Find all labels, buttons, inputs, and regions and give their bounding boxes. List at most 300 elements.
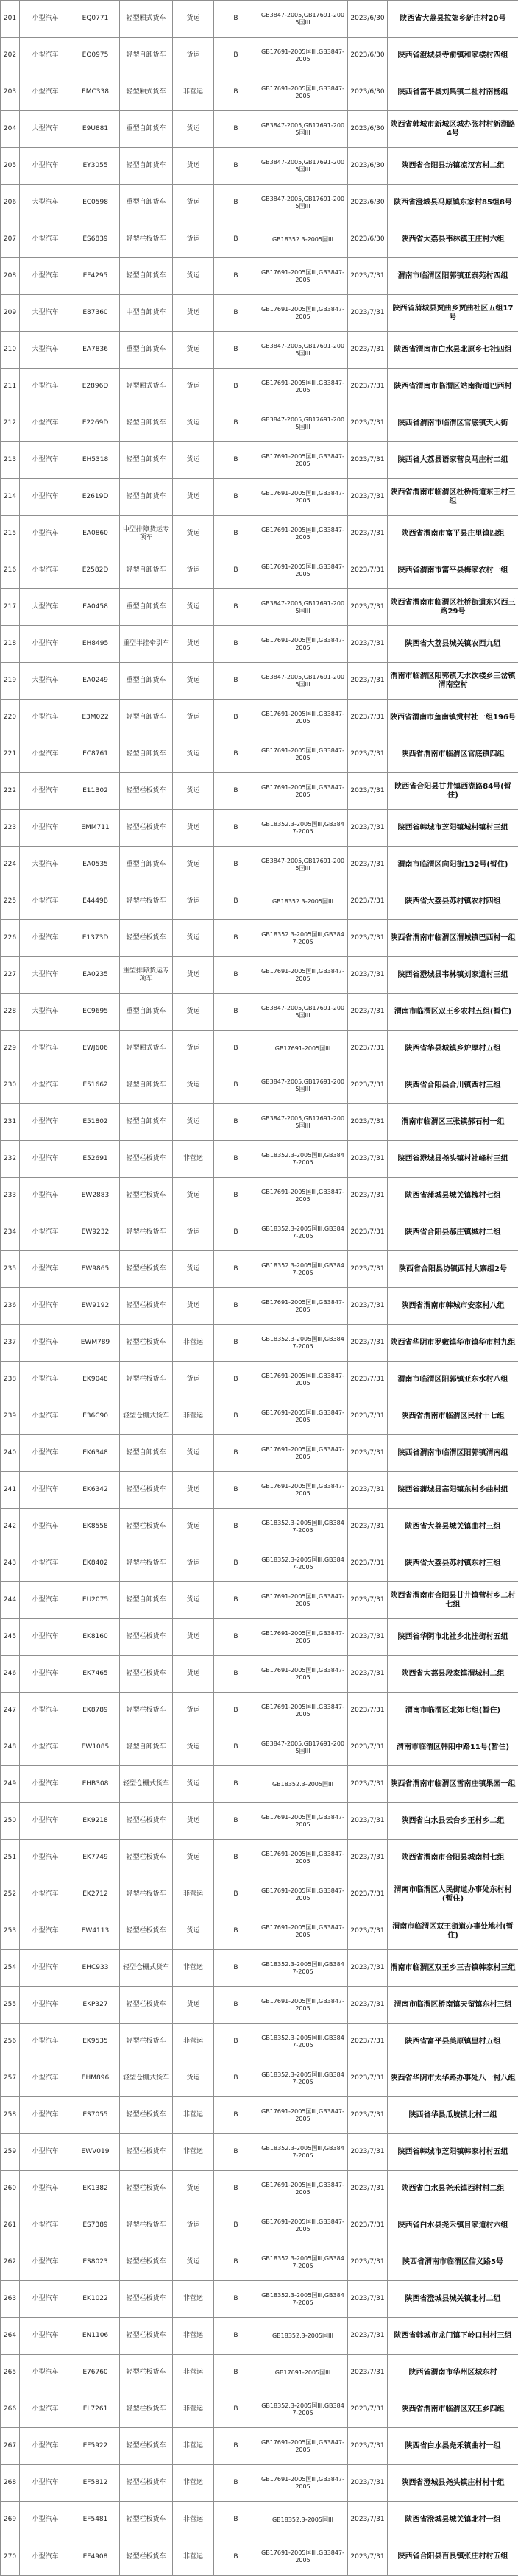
vehicle-category-cell: 小型汽车 [20,2355,71,2391]
table-row [1,2207,518,2244]
usage-cell: 货运 [173,2207,214,2244]
deadline-date-cell: 2023/7/31 [348,295,388,332]
license-class-cell: B [214,1545,258,1582]
vehicle-type-cell: 轻型自卸货车 [120,148,173,185]
emission-standard-cell: GB17691-2005国III [258,1031,348,1067]
table-row [1,1509,518,1545]
usage-cell: 货运 [173,1031,214,1067]
usage-cell: 货运 [173,1509,214,1545]
deadline-date-cell: 2023/7/31 [348,552,388,589]
plate-number-cell: E51802 [71,1104,120,1141]
emission-standard-cell: GB17691-2005国III,GB3847-2005 [258,957,348,994]
vehicle-category-cell: 小型汽车 [20,1141,71,1178]
emission-standard-cell: GB17691-2005国III,GB3847-2005 [258,1178,348,1214]
license-class-cell: B [214,221,258,258]
emission-standard-cell: GB17691-2005国III,GB3847-2005 [258,2097,348,2134]
row-number-cell: 253 [1,1913,20,1950]
plate-number-cell: E2269D [71,405,120,442]
usage-cell: 货运 [173,994,214,1031]
table-row [1,1545,518,1582]
vehicle-category-cell: 小型汽车 [20,2097,71,2134]
deadline-date-cell: 2023/6/30 [348,74,388,111]
row-number-cell: 226 [1,920,20,957]
vehicle-type-cell: 轻型自卸货车 [120,1435,173,1472]
table-row [1,2244,518,2281]
row-number-cell: 207 [1,221,20,258]
vehicle-category-cell: 小型汽车 [20,2538,71,2576]
vehicle-category-cell: 小型汽车 [20,1509,71,1545]
license-class-cell: B [214,1214,258,1251]
usage-cell: 非营运 [173,1325,214,1362]
emission-standard-cell: GB3847-2005,GB17691-2005国III [258,148,348,185]
deadline-date-cell: 2023/6/30 [348,111,388,148]
table-row [1,295,518,332]
emission-standard-cell: GB18352.3-2005国III [258,221,348,258]
row-number-cell: 205 [1,148,20,185]
deadline-date-cell: 2023/7/31 [348,1656,388,1693]
vehicle-category-cell: 小型汽车 [20,2465,71,2502]
license-class-cell: B [214,1876,258,1913]
row-number-cell: 240 [1,1435,20,1472]
license-class-cell: B [214,1288,258,1325]
row-number-cell: 227 [1,957,20,994]
vehicle-category-cell: 小型汽车 [20,405,71,442]
row-number-cell: 244 [1,1582,20,1619]
deadline-date-cell: 2023/7/31 [348,2428,388,2465]
usage-cell: 货运 [173,1545,214,1582]
deadline-date-cell: 2023/7/31 [348,2281,388,2318]
emission-standard-cell: GB17691-2005国III,GB3847-2005 [258,552,348,589]
emission-standard-cell: GB17691-2005国III,GB3847-2005 [258,626,348,663]
vehicle-category-cell: 小型汽车 [20,2134,71,2171]
usage-cell: 货运 [173,700,214,736]
emission-standard-cell: GB3847-2005,GB17691-2005国III [258,589,348,626]
plate-number-cell: E9U881 [71,111,120,148]
deadline-date-cell: 2023/7/31 [348,1509,388,1545]
row-number-cell: 249 [1,1766,20,1803]
table-row [1,589,518,626]
license-class-cell: B [214,810,258,847]
usage-cell: 货运 [173,920,214,957]
row-number-cell: 222 [1,773,20,810]
usage-cell: 货运 [173,1288,214,1325]
usage-cell: 非营运 [173,2428,214,2465]
usage-cell: 货运 [173,663,214,700]
deadline-date-cell: 2023/7/31 [348,2391,388,2428]
owner-address-cell: 陕西省大荔县苏村镇东村三组 [388,1545,518,1582]
vehicle-category-cell: 小型汽车 [20,1,71,38]
license-class-cell: B [214,2465,258,2502]
owner-address-cell: 陕西省蒲城县贾曲乡贾曲社区五组17号 [388,295,518,332]
vehicle-category-cell: 小型汽车 [20,2207,71,2244]
deadline-date-cell: 2023/7/31 [348,847,388,883]
license-class-cell: B [214,1,258,38]
emission-standard-cell: GB18352.3-2005国III,GB3847-2005 [258,2281,348,2318]
owner-address-cell: 陕西省渭南市临渭区渭城镇巴西村一组 [388,920,518,957]
table-row [1,2428,518,2465]
row-number-cell: 202 [1,38,20,74]
vehicle-category-cell: 小型汽车 [20,2281,71,2318]
vehicle-category-cell: 小型汽车 [20,552,71,589]
plate-number-cell: EHB308 [71,1766,120,1803]
deadline-date-cell: 2023/7/31 [348,994,388,1031]
plate-number-cell: EK2712 [71,1876,120,1913]
vehicle-type-cell: 轻型栏板货车 [120,2134,173,2171]
license-class-cell: B [214,1913,258,1950]
deadline-date-cell: 2023/7/31 [348,2502,388,2538]
table-row [1,2171,518,2207]
vehicle-category-cell: 大型汽车 [20,957,71,994]
table-row [1,1840,518,1876]
vehicle-type-cell: 轻型栏板货车 [120,2391,173,2428]
vehicle-type-cell: 轻型栏板货车 [120,1803,173,1840]
vehicle-category-cell: 小型汽车 [20,74,71,111]
license-class-cell: B [214,736,258,773]
owner-address-cell: 渭南市临渭区韩阳中路11号(暂住) [388,1729,518,1766]
plate-number-cell: EK6348 [71,1435,120,1472]
plate-number-cell: EF5922 [71,2428,120,2465]
vehicle-type-cell: 轻型栏板货车 [120,2024,173,2060]
plate-number-cell: EK7749 [71,1840,120,1876]
table-row [1,1656,518,1693]
plate-number-cell: E2896D [71,369,120,405]
emission-standard-cell: GB18352.3-2005国III,GB3847-2005 [258,1545,348,1582]
deadline-date-cell: 2023/7/31 [348,2207,388,2244]
emission-standard-cell: GB17691-2005国III,GB3847-2005 [258,1840,348,1876]
plate-number-cell: E2582D [71,552,120,589]
vehicle-type-cell: 轻型自卸货车 [120,258,173,295]
vehicle-category-cell: 小型汽车 [20,920,71,957]
deadline-date-cell: 2023/7/31 [348,2024,388,2060]
deadline-date-cell: 2023/7/31 [348,1876,388,1913]
table-row [1,1104,518,1141]
owner-address-cell: 渭南市临渭区人民街道办事处东村村(暂住) [388,1876,518,1913]
owner-address-cell: 陕西省蒲城县高阳镇东村乡曲村组 [388,1472,518,1509]
deadline-date-cell: 2023/7/31 [348,2465,388,2502]
plate-number-cell: EWJ606 [71,1031,120,1067]
vehicle-category-cell: 小型汽车 [20,1693,71,1729]
vehicle-type-cell: 轻型栏板货车 [120,1288,173,1325]
row-number-cell: 252 [1,1876,20,1913]
vehicle-category-cell: 小型汽车 [20,1619,71,1656]
vehicle-category-cell: 小型汽车 [20,2318,71,2355]
emission-standard-cell: GB3847-2005,GB17691-2005国III [258,111,348,148]
emission-standard-cell: GB17691-2005国III,GB3847-2005 [258,1288,348,1325]
usage-cell: 货运 [173,2244,214,2281]
emission-standard-cell: GB18352.3-2005国III [258,1766,348,1803]
emission-standard-cell: GB17691-2005国III,GB3847-2005 [258,736,348,773]
usage-cell: 货运 [173,1178,214,1214]
usage-cell: 非营运 [173,1398,214,1435]
row-number-cell: 229 [1,1031,20,1067]
vehicle-type-cell: 轻型栏板货车 [120,1141,173,1178]
emission-standard-cell: GB17691-2005国III,GB3847-2005 [258,2428,348,2465]
vehicle-type-cell: 重型自卸货车 [120,111,173,148]
deadline-date-cell: 2023/6/30 [348,221,388,258]
vehicle-category-cell: 小型汽车 [20,1545,71,1582]
owner-address-cell: 陕西省渭南市临渭区官底镇四组 [388,736,518,773]
owner-address-cell: 陕西省澄城县冯原镇东家村85组8号 [388,185,518,221]
usage-cell: 货运 [173,1840,214,1876]
owner-address-cell: 陕西省华阴市太华路办事处八一村八组 [388,2060,518,2097]
license-class-cell: B [214,626,258,663]
plate-number-cell: E87360 [71,295,120,332]
owner-address-cell: 陕西省渭南市临渭区杜桥街道东兴西三路29号 [388,589,518,626]
table-row [1,2538,518,2576]
license-class-cell: B [214,2244,258,2281]
vehicle-type-cell: 轻型栏板货车 [120,2207,173,2244]
vehicle-type-cell: 轻型栏板货车 [120,1178,173,1214]
license-class-cell: B [214,1582,258,1619]
vehicle-type-cell: 轻型栏板货车 [120,221,173,258]
license-class-cell: B [214,1104,258,1141]
plate-number-cell: ES8023 [71,2244,120,2281]
row-number-cell: 242 [1,1509,20,1545]
vehicle-type-cell: 轻型栏板货车 [120,1840,173,1876]
plate-number-cell: E51662 [71,1067,120,1104]
vehicle-type-cell: 重型自卸货车 [120,185,173,221]
row-number-cell: 224 [1,847,20,883]
table-row [1,1031,518,1067]
table-row [1,994,518,1031]
row-number-cell: 210 [1,332,20,369]
owner-address-cell: 陕西省韩城市芝阳镇城村镇村三组 [388,810,518,847]
plate-number-cell: E76760 [71,2355,120,2391]
vehicle-category-cell: 小型汽车 [20,883,71,920]
owner-address-cell: 陕西省渭南市富平县梅家农村一组 [388,552,518,589]
plate-number-cell: EK9048 [71,1362,120,1398]
vehicle-type-cell: 重型自卸货车 [120,994,173,1031]
usage-cell: 货运 [173,516,214,552]
owner-address-cell: 陕西省大荔县城关镇曲村三组 [388,1509,518,1545]
license-class-cell: B [214,2207,258,2244]
usage-cell: 货运 [173,2060,214,2097]
vehicle-type-cell: 轻型自卸货车 [120,552,173,589]
owner-address-cell: 渭南市临渭区北郊七组(暂住) [388,1693,518,1729]
emission-standard-cell: GB18352.3-2005国III [258,883,348,920]
plate-number-cell: EN1106 [71,2318,120,2355]
emission-standard-cell: GB17691-2005国III,GB3847-2005 [258,1472,348,1509]
deadline-date-cell: 2023/7/31 [348,1545,388,1582]
owner-address-cell: 渭南市临渭区双王街道办事处地村(暂住) [388,1913,518,1950]
plate-number-cell: EA7836 [71,332,120,369]
row-number-cell: 214 [1,479,20,516]
owner-address-cell: 陕西省大荔县苏村镇农村四组 [388,883,518,920]
vehicle-category-cell: 大型汽车 [20,589,71,626]
plate-number-cell: EKP327 [71,1987,120,2024]
license-class-cell: B [214,2391,258,2428]
license-class-cell: B [214,1178,258,1214]
license-class-cell: B [214,1398,258,1435]
table-row [1,2060,518,2097]
emission-standard-cell: GB17691-2005国III,GB3847-2005 [258,369,348,405]
emission-standard-cell: GB18352.3-2005国III,GB3847-2005 [258,1325,348,1362]
vehicle-category-cell: 小型汽车 [20,700,71,736]
row-number-cell: 255 [1,1987,20,2024]
emission-standard-cell: GB18352.3-2005国III [258,2502,348,2538]
row-number-cell: 221 [1,736,20,773]
deadline-date-cell: 2023/6/30 [348,1,388,38]
emission-standard-cell: GB18352.3-2005国III,GB3847-2005 [258,810,348,847]
table-body [1,1,518,2576]
emission-standard-cell: GB17691-2005国III,GB3847-2005 [258,1582,348,1619]
plate-number-cell: EWM789 [71,1325,120,1362]
vehicle-category-cell: 小型汽车 [20,1288,71,1325]
emission-standard-cell: GB3847-2005,GB17691-2005国III [258,1067,348,1104]
owner-address-cell: 陕西省富平县美原镇里村五组 [388,2024,518,2060]
row-number-cell: 215 [1,516,20,552]
owner-address-cell: 陕西省渭南市临渭区雪南庄镇果园一组 [388,1766,518,1803]
table-row [1,1619,518,1656]
emission-standard-cell: GB17691-2005国III,GB3847-2005 [258,1987,348,2024]
emission-standard-cell: GB18352.3-2005国III,GB3847-2005 [258,920,348,957]
emission-standard-cell: GB3847-2005,GB17691-2005国III [258,994,348,1031]
deadline-date-cell: 2023/7/31 [348,1251,388,1288]
vehicle-category-cell: 小型汽车 [20,1214,71,1251]
usage-cell: 货运 [173,442,214,479]
table-row [1,1141,518,1178]
usage-cell: 非营运 [173,2538,214,2576]
owner-address-cell: 陕西省白水县尧禾镇曲村一组 [388,2428,518,2465]
vehicle-type-cell: 轻型栏板货车 [120,2171,173,2207]
row-number-cell: 245 [1,1619,20,1656]
vehicle-type-cell: 轻型厢式货车 [120,74,173,111]
license-class-cell: B [214,38,258,74]
row-number-cell: 251 [1,1840,20,1876]
plate-number-cell: EHC933 [71,1950,120,1987]
deadline-date-cell: 2023/7/31 [348,1729,388,1766]
license-class-cell: B [214,1251,258,1288]
plate-number-cell: EW9232 [71,1214,120,1251]
emission-standard-cell: GB17691-2005国III,GB3847-2005 [258,2538,348,2576]
row-number-cell: 235 [1,1251,20,1288]
owner-address-cell: 陕西省大荔县语家营良马庄村二组 [388,442,518,479]
row-number-cell: 256 [1,2024,20,2060]
row-number-cell: 267 [1,2428,20,2465]
vehicle-category-cell: 小型汽车 [20,2391,71,2428]
row-number-cell: 201 [1,1,20,38]
plate-number-cell: EW4113 [71,1913,120,1950]
vehicle-type-cell: 轻型自卸货车 [120,405,173,442]
deadline-date-cell: 2023/7/31 [348,1803,388,1840]
vehicle-type-cell: 轻型厢式货车 [120,369,173,405]
license-class-cell: B [214,2428,258,2465]
usage-cell: 货运 [173,773,214,810]
emission-standard-cell: GB17691-2005国III,GB3847-2005 [258,2207,348,2244]
deadline-date-cell: 2023/7/31 [348,479,388,516]
table-row [1,2097,518,2134]
vehicle-category-cell: 小型汽车 [20,1251,71,1288]
deadline-date-cell: 2023/7/31 [348,442,388,479]
license-class-cell: B [214,185,258,221]
plate-number-cell: E36C90 [71,1398,120,1435]
plate-number-cell: E52691 [71,1141,120,1178]
usage-cell: 货运 [173,258,214,295]
vehicle-type-cell: 轻型栏板货车 [120,920,173,957]
plate-number-cell: ES6839 [71,221,120,258]
plate-number-cell: E11B02 [71,773,120,810]
owner-address-cell: 陕西省澄城县城关镇北村一组 [388,2502,518,2538]
plate-number-cell: EH5318 [71,442,120,479]
emission-standard-cell: GB3847-2005,GB17691-2005国III [258,405,348,442]
usage-cell: 货运 [173,332,214,369]
deadline-date-cell: 2023/7/31 [348,1766,388,1803]
table-row [1,1288,518,1325]
owner-address-cell: 渭南市临渭区阳郭镇亚泰苑村四组 [388,258,518,295]
emission-standard-cell: GB17691-2005国III,GB3847-2005 [258,479,348,516]
owner-address-cell: 陕西省澄城县尧头镇庄村村十组 [388,2465,518,2502]
emission-standard-cell: GB17691-2005国III,GB3847-2005 [258,2171,348,2207]
owner-address-cell: 陕西省白水县尧禾镇目家道村六组 [388,2207,518,2244]
deadline-date-cell: 2023/7/31 [348,1693,388,1729]
owner-address-cell: 陕西省渭南市华州区城东村 [388,2355,518,2391]
vehicle-type-cell: 重型自卸货车 [120,332,173,369]
table-row [1,2502,518,2538]
table-row [1,38,518,74]
vehicle-type-cell: 中型排障货运专项车 [120,516,173,552]
vehicle-category-cell: 小型汽车 [20,1766,71,1803]
deadline-date-cell: 2023/7/31 [348,700,388,736]
table-row [1,1,518,38]
license-class-cell: B [214,552,258,589]
plate-number-cell: EU2075 [71,1582,120,1619]
deadline-date-cell: 2023/7/31 [348,1362,388,1398]
vehicle-type-cell: 轻型栏板货车 [120,883,173,920]
table-row [1,1435,518,1472]
vehicle-category-cell: 小型汽车 [20,1840,71,1876]
usage-cell: 货运 [173,1362,214,1398]
emission-standard-cell: GB3847-2005,GB17691-2005国III [258,1,348,38]
usage-cell: 非营运 [173,2281,214,2318]
license-class-cell: B [214,700,258,736]
usage-cell: 货运 [173,2171,214,2207]
vehicle-category-cell: 小型汽车 [20,1031,71,1067]
vehicle-category-cell: 小型汽车 [20,442,71,479]
owner-address-cell: 陕西省渭南市临渭区双王乡四组 [388,2391,518,2428]
vehicle-category-cell: 小型汽车 [20,148,71,185]
license-class-cell: B [214,883,258,920]
row-number-cell: 247 [1,1693,20,1729]
table-row [1,1178,518,1214]
vehicle-type-cell: 轻型栏板货车 [120,2244,173,2281]
license-class-cell: B [214,405,258,442]
plate-number-cell: E1373D [71,920,120,957]
row-number-cell: 248 [1,1729,20,1766]
owner-address-cell: 陕西省合阳县坊镇凉汉宫村二组 [388,148,518,185]
owner-address-cell: 陕西省渭南市合阳县甘井镇营村乡二村七组 [388,1582,518,1619]
usage-cell: 货运 [173,1067,214,1104]
license-class-cell: B [214,1987,258,2024]
owner-address-cell: 陕西省渭南市白水县北原乡七社四组 [388,332,518,369]
deadline-date-cell: 2023/6/30 [348,38,388,74]
row-number-cell: 228 [1,994,20,1031]
owner-address-cell: 陕西省白水县云台乡王村乡二组 [388,1803,518,1840]
vehicle-type-cell: 轻型栏板货车 [120,1656,173,1693]
row-number-cell: 218 [1,626,20,663]
row-number-cell: 219 [1,663,20,700]
usage-cell: 货运 [173,405,214,442]
plate-number-cell: EK6342 [71,1472,120,1509]
emission-standard-cell: GB17691-2005国III,GB3847-2005 [258,258,348,295]
usage-cell: 货运 [173,626,214,663]
plate-number-cell: ES7055 [71,2097,120,2134]
usage-cell: 货运 [173,552,214,589]
owner-address-cell: 陕西省澄城县韦林镇刘家道村三组 [388,957,518,994]
vehicle-type-cell: 轻型自卸货车 [120,1582,173,1619]
emission-standard-cell: GB3847-2005,GB17691-2005国III [258,1104,348,1141]
license-class-cell: B [214,2281,258,2318]
table-row [1,700,518,736]
